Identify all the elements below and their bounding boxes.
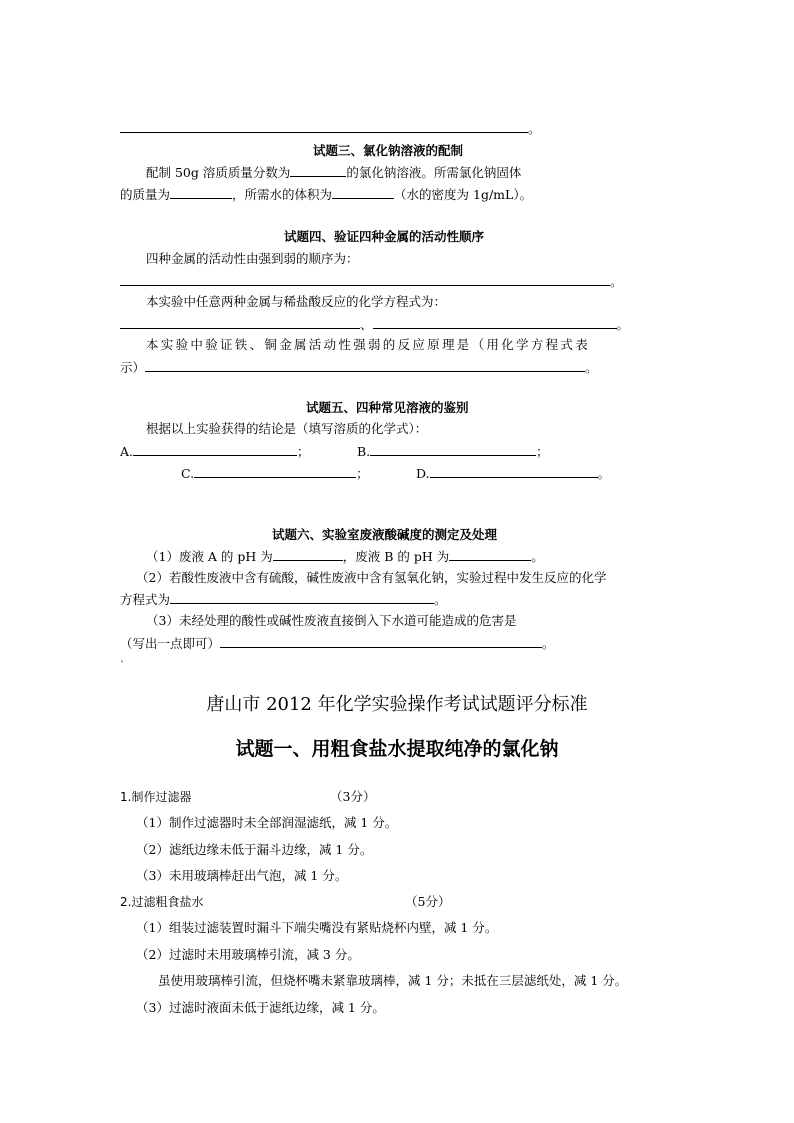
trial5-row-c xyxy=(181,465,369,482)
blank-water-volume[interactable] xyxy=(332,186,394,199)
blank-nacl-mass[interactable] xyxy=(170,186,232,199)
section2-item-1: （1）组装过滤装置时漏斗下端尖嘴没有紧贴烧杯内壁，减 1 分。 xyxy=(136,920,498,935)
trial4-q2: 本实验中任意两种金属与稀盐酸反应的化学方程式为： xyxy=(146,294,447,309)
trial4-q3-line1: 本实验中验证铁、铜金属活动性强弱的反应原理是（用化学方程式表 xyxy=(146,337,591,352)
blank[interactable] xyxy=(120,120,528,133)
trial5-row-d xyxy=(416,465,610,482)
text: 的质量为 xyxy=(120,187,171,202)
text: 示） xyxy=(120,360,146,375)
label-b: B. xyxy=(357,444,371,459)
blank-ph-a[interactable] xyxy=(273,548,343,561)
blank-mass-fraction[interactable] xyxy=(290,164,346,177)
section2-item-3: （3）过滤时液面未低于滤纸边缘，减 1 分。 xyxy=(136,1000,385,1015)
blank-a[interactable] xyxy=(133,443,297,456)
semicolon: ； xyxy=(536,444,549,459)
top-answer-line xyxy=(120,120,541,137)
period: 。 xyxy=(531,549,544,564)
trial4-q3-line2 xyxy=(120,359,598,376)
blank-hazard[interactable] xyxy=(220,635,542,648)
semicolon: ； xyxy=(356,466,369,481)
period: 。 xyxy=(434,592,447,607)
section1-item-1: （1）制作过滤器时未全部润湿滤纸，减 1 分。 xyxy=(136,815,398,830)
text: （写出一点即可） xyxy=(120,636,221,651)
section1-item-3: （3）未用玻璃棒赶出气泡，减 1 分。 xyxy=(136,868,348,883)
trial3-line1 xyxy=(146,164,521,181)
scoring-main-title: 唐山市 2012 年化学实验操作考试试题评分标准 xyxy=(206,694,588,715)
blank-equation-1[interactable] xyxy=(120,316,360,329)
blank-activity-order[interactable] xyxy=(120,273,610,286)
trial5-intro: 根据以上实验获得的结论是（填写溶质的化学式）： xyxy=(146,421,428,436)
text: ，所需水的体积为 xyxy=(232,187,333,202)
stray-mark: ` xyxy=(120,661,125,672)
section1-title: 1.制作过滤器 xyxy=(120,790,192,804)
section1-points: （3分） xyxy=(330,789,376,804)
trial6-p2-line1: （2）若酸性废液中含有硫酸，碱性废液中含有氢氧化钠，实验过程中发生反应的化学 xyxy=(136,570,607,585)
text: （1）废液 A 的 pH 为 xyxy=(146,549,273,564)
trial6-p3-line2 xyxy=(120,635,555,652)
trial3-line2 xyxy=(120,186,532,203)
text: 方程式为 xyxy=(120,592,171,607)
blank-c[interactable] xyxy=(194,465,356,478)
blank-d[interactable] xyxy=(430,465,598,478)
section1-item-2: （2）滤纸边缘未低于漏斗边缘，减 1 分。 xyxy=(136,842,373,857)
trial5-row-b xyxy=(357,443,549,460)
period: 。 xyxy=(542,636,555,651)
text: （水的密度为 1g/mL）。 xyxy=(394,187,533,202)
label-d: D. xyxy=(416,466,430,481)
text: 的氯化钠溶液。所需氯化钠固体 xyxy=(346,165,522,180)
trial6-p2-line2 xyxy=(120,591,447,608)
section2-points: （5分） xyxy=(405,894,451,909)
section2-title: 2.过滤粗食盐水 xyxy=(120,895,204,909)
trial4-title: 试题四、验证四种金属的活动性顺序 xyxy=(284,229,485,244)
label-a: A. xyxy=(120,444,134,459)
period: 。 xyxy=(616,317,630,332)
trial6-title: 试题六、实验室废液酸碱度的测定及处理 xyxy=(272,527,498,542)
trial3-title: 试题三、氯化钠溶液的配制 xyxy=(313,143,464,158)
period: 。 xyxy=(585,360,598,375)
trial4-q1: 四种金属的活动性由强到弱的顺序为： xyxy=(146,251,359,266)
semicolon: ； xyxy=(297,444,310,459)
trial6-p1 xyxy=(146,548,544,565)
blank-neutralization-equation[interactable] xyxy=(170,591,434,604)
text: ，废液 B 的 pH 为 xyxy=(342,549,450,564)
section2-item-2: （2）过滤时未用玻璃棒引流，减 3 分。 xyxy=(136,947,360,962)
separator: 、 xyxy=(360,317,373,332)
label-c: C. xyxy=(181,466,195,481)
scoring-sub-title: 试题一、用粗食盐水提取纯净的氯化钠 xyxy=(235,738,559,760)
text: 配制 50g 溶质质量分数为 xyxy=(146,165,291,180)
blank-fe-cu-equation[interactable] xyxy=(145,359,585,372)
trial4-q2-answer xyxy=(120,316,629,333)
period: 。 xyxy=(610,274,623,289)
trial5-row-ab xyxy=(120,443,310,460)
period: 。 xyxy=(528,121,541,136)
trial6-p3-line1: （3）未经处理的酸性或碱性废液直接倒入下水道可能造成的危害是 xyxy=(146,613,517,628)
trial4-q1-answer xyxy=(120,273,623,290)
section2-item-2-note: 虽使用玻璃棒引流，但烧杯嘴未紧靠玻璃棒，减 1 分；未抵在三层滤纸处，减 1 分。 xyxy=(158,973,628,988)
trial5-title: 试题五、四种常见溶液的鉴别 xyxy=(306,400,469,415)
blank-equation-2[interactable] xyxy=(373,316,617,329)
blank-b[interactable] xyxy=(370,443,536,456)
blank-ph-b[interactable] xyxy=(449,548,531,561)
period: 。 xyxy=(597,466,611,481)
